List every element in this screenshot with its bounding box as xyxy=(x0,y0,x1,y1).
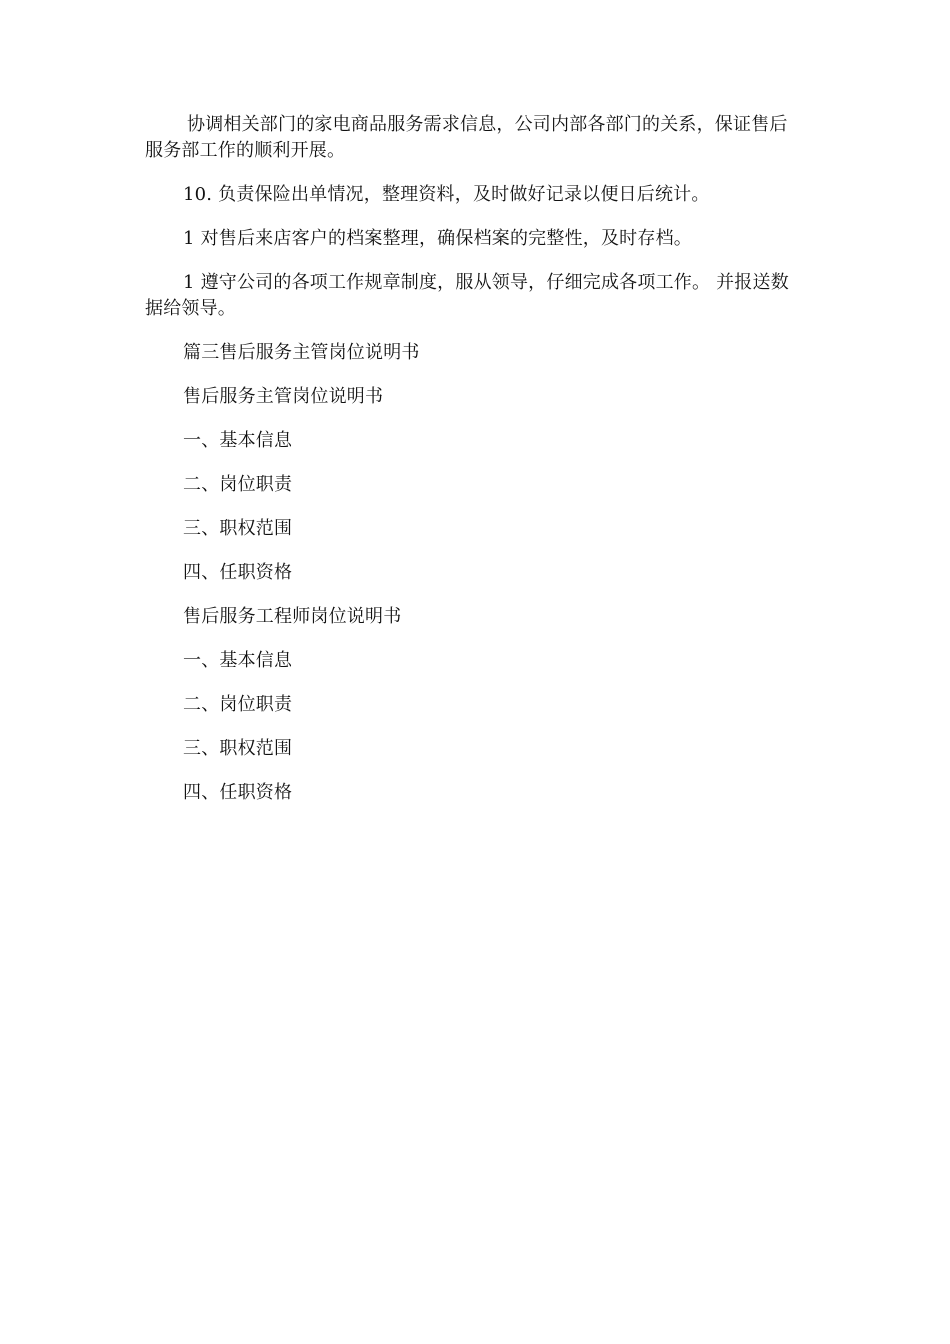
list-item-basic-info: 一、基本信息 xyxy=(183,430,293,451)
paragraph-company-rules: 1 遵守公司的各项工作规章制度，服从领导，仔细完成各项工作。 并报送数据给领导。 xyxy=(145,272,789,319)
list-item-qualifications: 四、任职资格 xyxy=(183,562,293,583)
list-item-basic-info: 一、基本信息 xyxy=(183,650,293,671)
paragraph-insurance-records: 10. 负责保险出单情况，整理资料，及时做好记录以便日后统计。 xyxy=(183,184,710,205)
section-title-supervisor: 售后服务主管岗位说明书 xyxy=(183,386,384,407)
paragraph-coordinate-departments: 协调相关部门的家电商品服务需求信息，公司内部各部门的关系，保证售后服务部工作的顺利开展。 xyxy=(145,114,788,161)
section-title-engineer: 售后服务工程师岗位说明书 xyxy=(183,606,402,627)
document-body xyxy=(145,112,805,824)
list-item-duties: 二、岗位职责 xyxy=(183,474,293,495)
list-item-duties: 二、岗位职责 xyxy=(183,694,293,715)
paragraph-customer-archives: 1 对售后来店客户的档案整理，确保档案的完整性，及时存档。 xyxy=(183,228,692,249)
list-item-authority: 三、职权范围 xyxy=(183,738,293,759)
list-item-qualifications: 四、任职资格 xyxy=(183,782,293,803)
list-item-authority: 三、职权范围 xyxy=(183,518,293,539)
section-heading-chapter-three: 篇三售后服务主管岗位说明书 xyxy=(183,342,420,363)
